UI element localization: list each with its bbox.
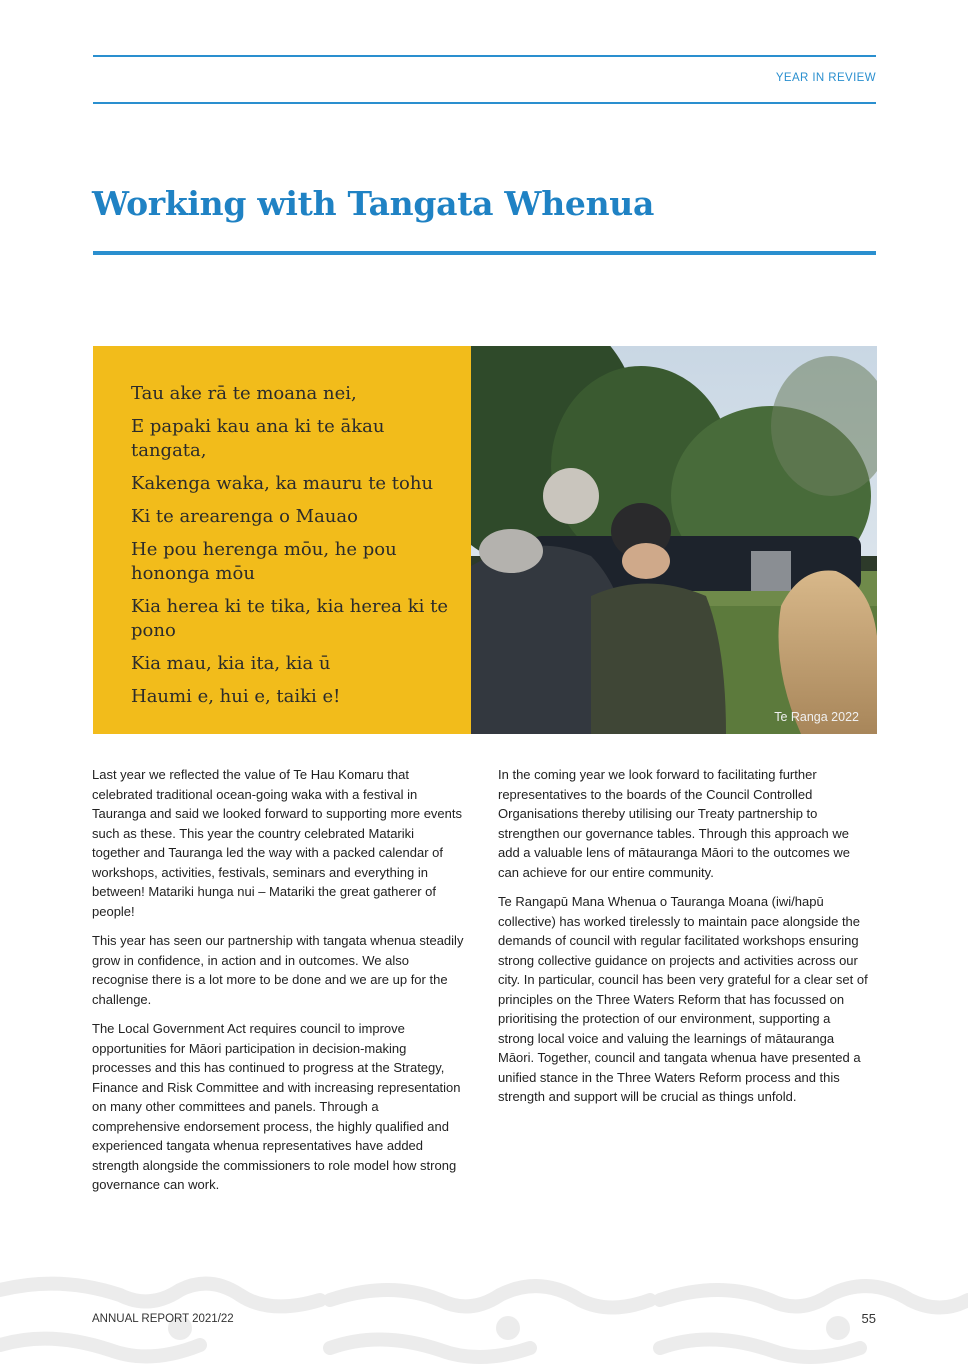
body-paragraph: In the coming year we look forward to facilitating further representatives to the boards of the Council Controlled Organisations thereby utilising our Treaty partnership to strengthen our governance tables. Through this approach we add a valuable lens of mātauranga Māori to the outcomes we can achieve for our entire community. (498, 767, 850, 880)
poem-line: Haumi e, hui e, taiki e! (131, 686, 341, 707)
body-paragraph: This year has seen our partnership with tangata whenua steadily grow in confidence, in action and in outcomes. We also recognise there is a lot more to be done and we are up for the challenge. (92, 933, 464, 1007)
body-paragraph: The Local Government Act requires council to improve opportunities for Māori participation in decision-making processes and this has continued to progress at the Strategy, Finance and Risk Committee and with increasing representation on many other committees and panels. Through a comprehensive endorsement process, the highly qualified and experienced tangata whenua representatives have added strength alongside the commissioners to role model how strong governance can work. (92, 1021, 461, 1192)
body-column-right (498, 765, 870, 1117)
poem-line: Ki te arearenga o Mauao (131, 506, 358, 527)
poem-line: E papaki kau ana ki te ākau tangata, (131, 416, 385, 461)
gathering-photo-illustration (471, 346, 877, 734)
poem-line: Kia mau, kia ita, kia ū (131, 653, 331, 674)
title-underline (93, 251, 876, 255)
header-top-rule (93, 55, 876, 57)
photo-caption: Te Ranga 2022 (774, 710, 859, 724)
page-number: 55 (861, 1311, 876, 1326)
poem-line: He pou herenga mōu, he pou hononga mōu (131, 539, 397, 584)
section-label: YEAR IN REVIEW (775, 72, 876, 84)
poem-line: Kakenga waka, ka mauru te tohu (131, 473, 434, 494)
poem-lines (131, 382, 451, 718)
body-paragraph: Last year we reflected the value of Te Hau Komaru that celebrated traditional ocean-going waka with a festival in Tauranga and said we looked forward to supporting more events such as these. This year the country celebrated Matariki together and Tauranga led the way with a packed calendar of workshops, activities, festivals, seminars and everything in between! Matariki hunga nui – Matariki the great gatherer of people! (92, 767, 462, 919)
body-paragraph: Te Rangapū Mana Whenua o Tauranga Moana (iwi/hapū collective) has worked tirelessly to maintain pace alongside the demands of council with regular facilitated workshops ensuring strong collective guidance on projects and activities across our city. In particular, council has been very grateful for a clear set of principles on the Three Waters Reform that has focussed on prioritising the protection of our environment, supporting a strong local voice and valuing the learnings of mātauranga Māori. Together, council and tangata whenua have presented a unified stance in the Three Waters Reform process and this strength and support will be crucial as things unfold. (498, 894, 868, 1104)
header-bottom-rule (93, 102, 876, 104)
poem-panel (93, 346, 471, 734)
report-label: ANNUAL REPORT 2021/22 (92, 1313, 234, 1325)
gathering-photo (471, 346, 877, 734)
poem-line: Tau ake rā te moana nei, (131, 383, 357, 404)
poem-line: Kia herea ki te tika, kia herea ki te pono (131, 596, 449, 641)
body-column-left (92, 765, 464, 1205)
page-title: Working with Tangata Whenua (92, 184, 655, 223)
